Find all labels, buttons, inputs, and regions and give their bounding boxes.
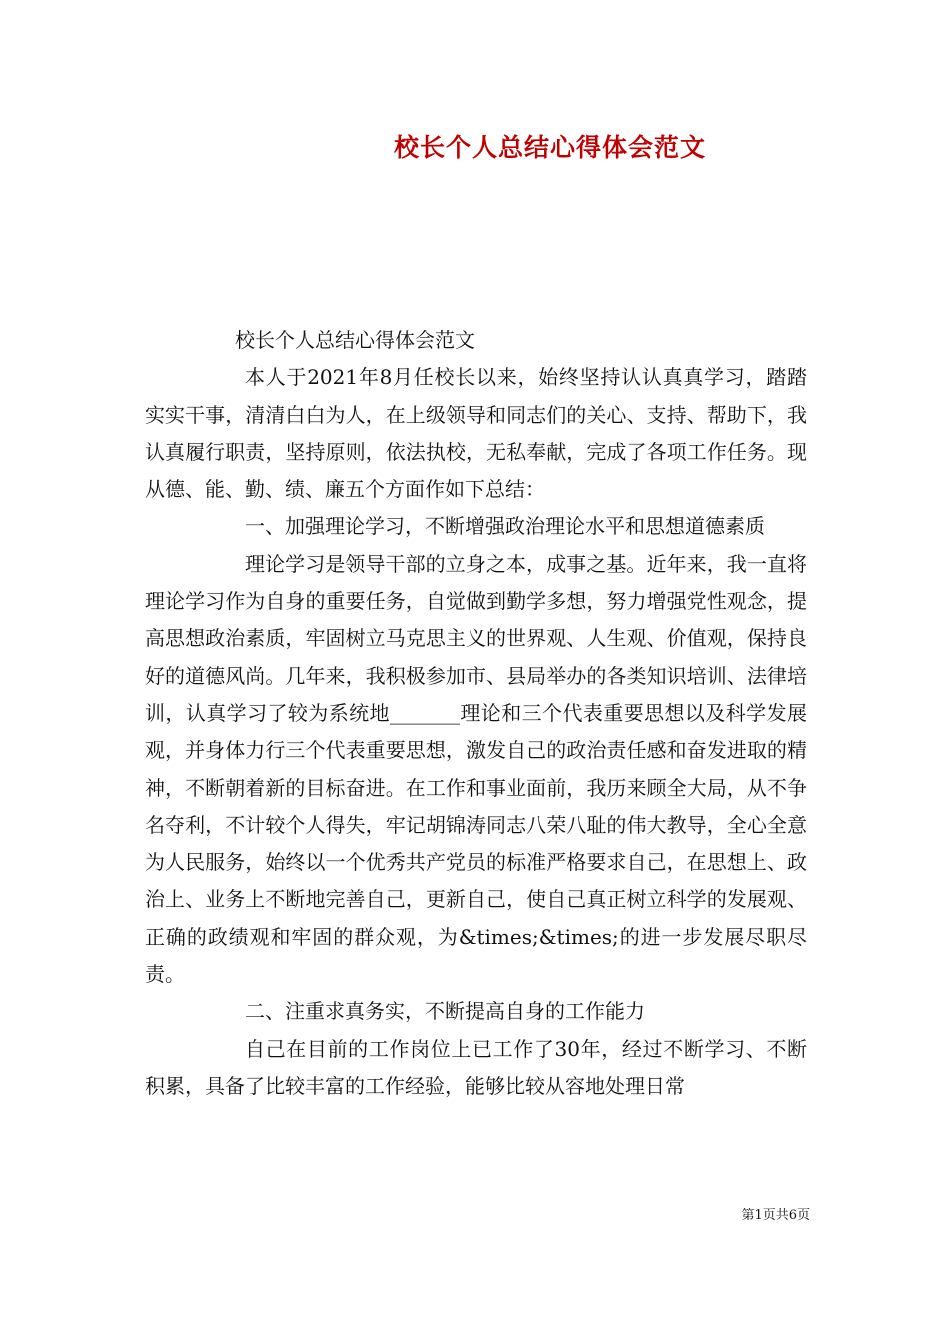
paragraph-work-ability: 自己在目前的工作岗位上已工作了30年，经过不断学习、不断积累，具备了比较丰富的工作经验，能够比较从容地处理日常 (145, 1036, 807, 1098)
document-body (145, 322, 807, 1105)
document-subtitle: 校长个人总结心得体会范文 (235, 328, 475, 352)
page-number: 第1页共6页 (741, 1208, 810, 1223)
paragraph-intro: 本人于2021年8月任校长以来，始终坚持认认真真学习，踏踏实实干事，清清白白为人，在上级领导和同志们的关心、支持、帮助下，我认真履行职责，坚持原则，依法执校，无私奉献，完成了各项工作任务。现从德、能、勤、绩、廉五个方面作如下总结： (145, 365, 807, 502)
section-heading-2: 二、注重求真务实，不断提高自身的工作能力 (245, 999, 645, 1024)
paragraph-theory-study: 理论学习是领导干部的立身之本，成事之基。近年来，我一直将理论学习作为自身的重要任务，自觉做到勤学多想，努力增强党性观念，提高思想政治素质，牢固树立马克思主义的世界观、人生观、价值观，保持良好的道德风尚。几年来，我积极参加市、县局举办的各类知识培训、法律培训，认真学习了较为系统地_______理论和三个代表重要思想以及科学发展观，并身体力行三个代表重要思想，激发自己的政治责任感和奋发进取的精神，不断朝着新的目标奋进。在工作和事业面前，我历来顾全大局，从不争名夺利，不计较个人得失，牢记胡锦涛同志八荣八耻的伟大教导，全心全意为人民服务，始终以一个优秀共产党员的标准严格要求自己，在思想上、政治上、业务上不断地完善自己，更新自己，使自己真正树立科学的发展观、正确的政绩观和牢固的群众观，为&times;&times;的进一步发展尽职尽责。 (145, 551, 807, 987)
section-heading-1: 一、加强理论学习，不断增强政治理论水平和思想道德素质 (245, 514, 765, 539)
page-title: 校长个人总结心得体会范文 (393, 133, 706, 162)
